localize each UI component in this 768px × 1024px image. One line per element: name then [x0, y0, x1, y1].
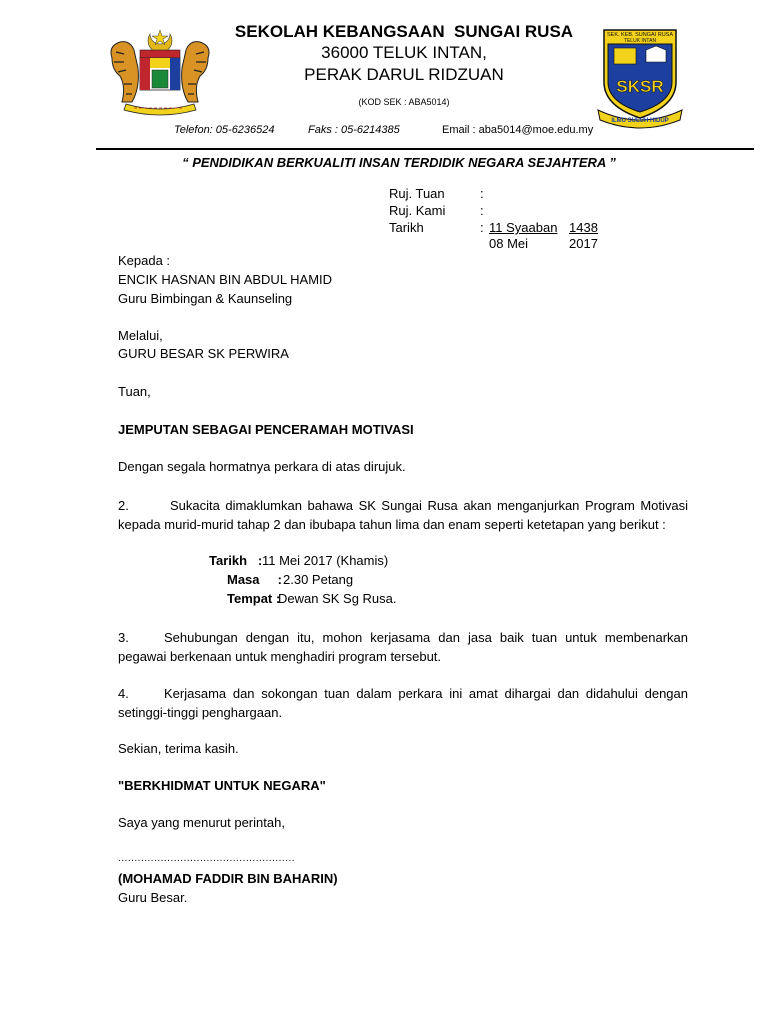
ruj-tuan-label: Ruj. Tuan: [389, 186, 445, 201]
badge-top-text: SEK. KEB. SUNGAI RUSA: [606, 32, 674, 38]
thanks-line: Sekian, terima kasih.: [118, 741, 239, 756]
signature-line: ......................................................: [118, 853, 296, 864]
salutation: Tuan,: [118, 384, 151, 399]
school-code: (KOD SEK : ABA5014): [358, 97, 450, 107]
signatory-name: (MOHAMAD FADDIR BIN BAHARIN): [118, 871, 338, 886]
faks: Faks : 05-6214385: [308, 124, 400, 136]
detail-masa-value: 2.30 Petang: [283, 572, 354, 587]
paragraph-2-number: 2.: [118, 498, 129, 513]
paragraph-3: [118, 628, 688, 666]
badge-motto: ILMU SULUH HIDUP: [611, 118, 669, 124]
hijri-year: 1438: [569, 220, 598, 235]
melalui-label: Melalui,: [118, 328, 163, 343]
badge-sub-text: TELUK INTAN: [623, 38, 657, 44]
badge-initials: SKSR: [616, 77, 664, 96]
detail-tarikh-label: Tarikh :: [209, 553, 263, 568]
ruj-tuan-colon: :: [480, 186, 484, 201]
school-badge-icon: [596, 26, 684, 130]
slogan: "BERKHIDMAT UNTUK NEGARA": [118, 778, 326, 793]
school-name: SEKOLAH KEBANGSAAN SUNGAI RUSA: [234, 22, 574, 41]
tarikh-colon: :: [480, 220, 484, 235]
detail-tempat-value: Dewan SK Sg Rusa.: [278, 591, 397, 606]
paragraph-4: [118, 684, 688, 722]
kepada-label: Kepada :: [118, 253, 171, 268]
subject-line: JEMPUTAN SEBAGAI PENCERAMAH MOTIVASI: [118, 422, 414, 437]
email: Email : aba5014@moe.edu.my: [442, 124, 594, 136]
paragraph-3-text: Sehubungan dengan itu, mohon kerjasama dan jasa baik tuan untuk membenarkan pegawai berkenaan untuk menghadiri program tersebut.: [118, 630, 688, 664]
ruj-kami-colon: :: [480, 203, 484, 218]
paragraph-3-number: 3.: [118, 630, 129, 645]
address-line-2: PERAK DARUL RIDZUAN: [304, 65, 504, 84]
gregorian-year: 2017: [569, 236, 598, 251]
detail-tempat-label: Tempat :: [227, 591, 281, 606]
ruj-kami-label: Ruj. Kami: [389, 203, 446, 218]
motto-line: “ PENDIDIKAN BERKUALITI INSAN TERDIDIK NEGARA SEJAHTERA ”: [182, 155, 616, 170]
detail-tarikh-value: 11 Mei 2017 (Khamis): [262, 553, 389, 568]
signatory-title: Guru Besar.: [118, 890, 188, 905]
tarikh-label: Tarikh: [389, 220, 424, 235]
recipient-name: ENCIK HASNAN BIN ABDUL HAMID: [118, 272, 333, 287]
detail-masa-label: Masa :: [227, 572, 282, 587]
gregorian-date: 08 Mei: [489, 236, 529, 251]
header-divider: [96, 148, 754, 150]
order-line: Saya yang menurut perintah,: [118, 815, 285, 830]
recipient-position: Guru Bimbingan & Kaunseling: [118, 291, 293, 306]
paragraph-2: [118, 496, 688, 534]
address-line-1: 36000 TELUK INTAN,: [321, 43, 487, 62]
opening-line: Dengan segala hormatnya perkara di atas dirujuk.: [118, 459, 406, 474]
paragraph-4-text: Kerjasama dan sokongan tuan dalam perkara ini amat dihargai dan didahului dengan setinggi-tinggi penghargaan.: [118, 686, 688, 720]
hijri-date: 11 Syaaban: [489, 220, 558, 235]
paragraph-4-number: 4.: [118, 686, 129, 701]
via-name: GURU BESAR SK PERWIRA: [118, 346, 289, 361]
telefon: Telefon: 05-6236524: [174, 124, 275, 136]
paragraph-2-text: Sukacita dimaklumkan bahawa SK Sungai Rusa akan menganjurkan Program Motivasi kepada murid-murid tahap 2 dan ibubapa tahun lima dan enam seperti ketetapan yang berikut :: [118, 498, 688, 532]
